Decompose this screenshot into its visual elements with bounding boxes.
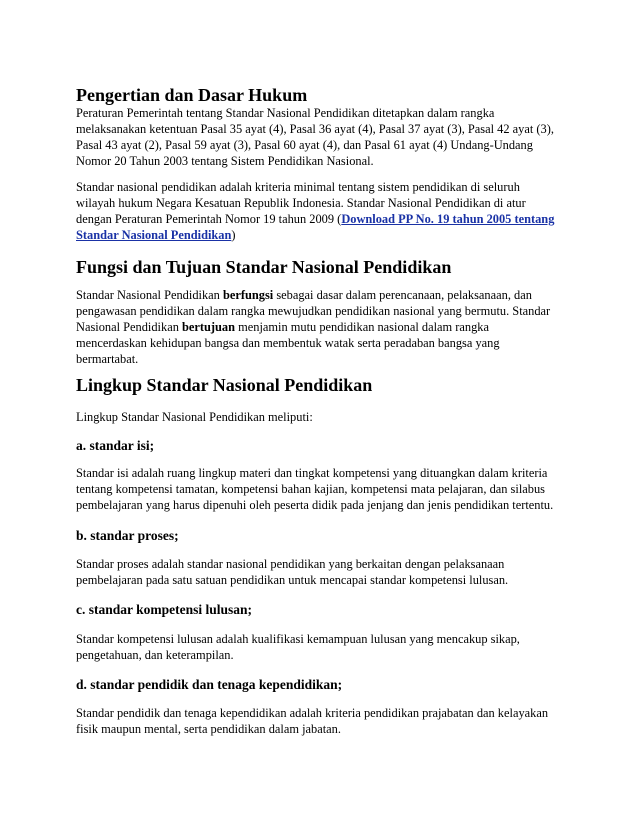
- text-fragment: Nasional Pendidikan: [76, 319, 182, 334]
- text-line: Standar nasional pendidikan adalah kriteria minimal tentang sistem pendidikan di seluruh: [76, 180, 520, 194]
- text-line: wilayah hukum Negara Kesatuan Republik Indonesia. Standar Nasional Pendidikan di atur: [76, 195, 526, 210]
- text-line: Lingkup Standar Nasional Pendidikan meliputi:: [76, 410, 313, 424]
- text-line: [76, 212, 566, 228]
- text-fragment: sebagai dasar dalam perencanaan, pelaksanaan, dan: [273, 288, 532, 302]
- bold-term-berfungsi: berfungsi: [222, 288, 274, 302]
- paragraph-pengertian-2: [76, 180, 566, 244]
- text-line: Nomor 20 Tahun 2003 tentang Sistem Pendidikan Nasional.: [76, 153, 374, 168]
- text-line: Standar proses adalah standar nasional pendidikan yang berkaitan dengan pelaksanaan: [76, 557, 505, 571]
- bold-term-bertujuan: bertujuan: [182, 319, 236, 334]
- text-line: Pasal 43 ayat (2), Pasal 59 ayat (3), Pasal 60 ayat (4), dan Pasal 61 ayat (4) Undang-Undang: [76, 137, 533, 152]
- text-line: [76, 288, 566, 304]
- download-pp-link-continued[interactable]: Standar Nasional Pendidikan: [76, 227, 232, 242]
- paragraph-lingkup: [76, 410, 566, 426]
- text-line: Peraturan Pemerintah tentang Standar Nasional Pendidikan ditetapkan dalam rangka: [76, 106, 495, 120]
- paragraph-standar-pendidik: [76, 706, 566, 738]
- text-line: mencerdaskan kehidupan bangsa dan membentuk watak serta peradaban bangsa yang: [76, 335, 500, 350]
- text-line: Standar pendidik dan tenaga kependidikan adalah kriteria pendidikan prajabatan dan kelayakan: [76, 706, 549, 720]
- text-line: fisik maupun mental, serta pendidikan dalam jabatan.: [76, 721, 341, 736]
- heading-standar-isi: a. standar isi;: [76, 438, 155, 453]
- text-fragment: Standar Nasional Pendidikan: [76, 288, 223, 302]
- paragraph-standar-isi: [76, 466, 566, 514]
- paragraph-standar-kompetensi: [76, 632, 566, 664]
- text-fragment: dengan Peraturan Pemerintah Nomor 19 tahun 2009 (: [76, 211, 342, 226]
- heading-standar-proses: b. standar proses;: [76, 528, 179, 543]
- heading-pengertian: Pengertian dan Dasar Hukum: [76, 85, 308, 105]
- paragraph-standar-proses: [76, 557, 566, 589]
- text-line: pengetahuan, dan keterampilan.: [76, 647, 234, 662]
- download-pp-link[interactable]: Download PP No. 19 tahun 2005 tentang: [341, 211, 555, 226]
- heading-standar-pendidik: d. standar pendidik dan tenaga kependidikan;: [76, 677, 343, 692]
- text-line: pembelajaran yang harus dipenuhi oleh peserta didik pada jenjang dan jenis pendidikan tertentu.: [76, 497, 554, 512]
- text-line: melaksanakan ketentuan Pasal 35 ayat (4), Pasal 36 ayat (4), Pasal 37 ayat (3), Pasal 42 ayat (3),: [76, 121, 554, 136]
- heading-fungsi: Fungsi dan Tujuan Standar Nasional Pendidikan: [76, 257, 452, 277]
- paragraph-pengertian-1: [76, 106, 566, 170]
- text-line: pengawasan pendidikan dalam rangka mewujudkan pendidikan nasional yang bermutu. Standar: [76, 303, 551, 318]
- heading-lingkup: Lingkup Standar Nasional Pendidikan: [76, 375, 373, 395]
- text-line: bermartabat.: [76, 351, 139, 366]
- text-line: Standar kompetensi lulusan adalah kualifikasi kemampuan lulusan yang mencakup sikap,: [76, 632, 520, 646]
- text-line: [76, 228, 566, 244]
- paragraph-fungsi: [76, 288, 566, 368]
- text-line: pembelajaran pada satu satuan pendidikan untuk mencapai standar kompetensi lulusan.: [76, 572, 509, 587]
- heading-standar-kompetensi: c. standar kompetensi lulusan;: [76, 602, 253, 617]
- text-line: [76, 320, 566, 336]
- text-fragment: ): [231, 227, 236, 242]
- text-fragment: menjamin mutu pendidikan nasional dalam rangka: [235, 319, 489, 334]
- text-line: Standar isi adalah ruang lingkup materi dan tingkat kompetensi yang dituangkan dalam kriteria: [76, 466, 548, 480]
- text-line: tentang kompetensi tamatan, kompetensi bahan kajian, kompetensi mata pelajaran, dan silabus: [76, 481, 545, 496]
